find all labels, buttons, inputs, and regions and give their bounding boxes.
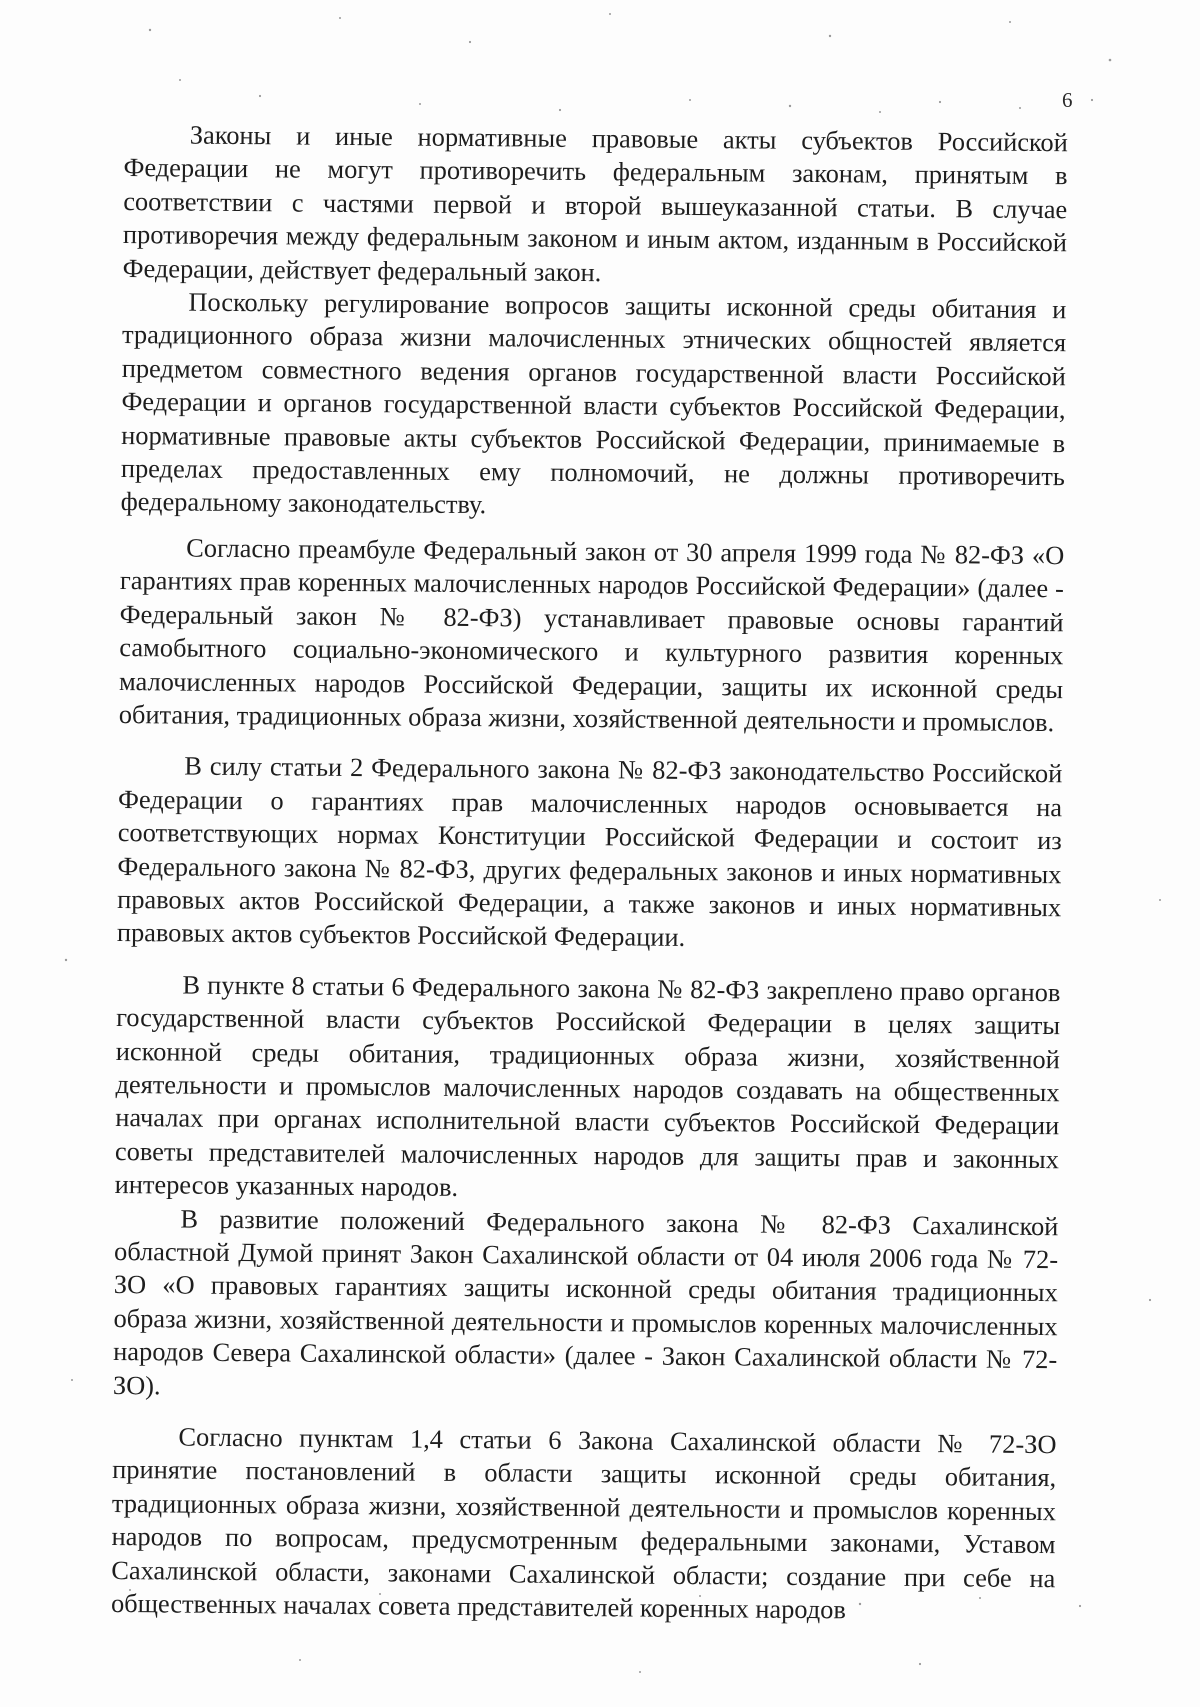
- paragraph-6: В развитие положений Федерального закона № 82-ФЗ Сахалинской областной Думой принят Закон Сахалинской области от 04 июля 2006 года № 72-ЗО «О правовых гарантиях защиты исконной среды обитания традиционных образа жизни, хозяйственной деятельности и промыслов коренных малочисленных народов Севера Сахалинской области» (далее - Закон Сахалинской области № 72-ЗО).: [112, 1203, 1059, 1400]
- paragraph-7: Согласно пунктам 1,4 статьи 6 Закона Сахалинской области № 72-ЗО принятие постановлений в области защиты исконной среды обитания, традиционных образа жизни, хозяйственной деятельности и промыслов коренных народов по вопросам, предусмотренным федеральными законами, Уставом Сахалинской области, законами Сахалинской области; создание при себе на общественных началах совета представителей коренных народов: [110, 1421, 1057, 1625]
- paragraph-4: В силу статьи 2 Федерального закона № 82-ФЗ законодательство Российской Федерации о гарантиях прав малочисленных народов основывается на соответствующих нормах Конституции Российской Федерации и состоит из Федерального закона № 82-ФЗ, других федеральных законов и иных нормативных правовых актов Российской Федерации, а также законов и иных нормативных правовых актов субъектов Российской Федерации.: [116, 750, 1063, 953]
- document-body: [111, 118, 1068, 1629]
- paragraph-5: В пункте 8 статьи 6 Федерального закона № 82-ФЗ закреплено право органов государственной власти субъектов Российской Федерации в целях защиты исконной среды обитания, традиционных образа жизни, хозяйственной деятельности и промыслов малочисленных народов создавать на общественных началах при органах исполнительной власти субъектов Российской Федерации советы представителей малочисленных народов для защиты прав и законных интересов указанных народов.: [114, 969, 1061, 1203]
- paragraph-2: Поскольку регулирование вопросов защиты исконной среды обитания и традиционного образа жизни малочисленных этнических общностей является предметом совместного ведения органов государственной власти Российской Федерации и органов государственной власти субъектов Российской Федерации, нормативные правовые акты субъектов Российской Федерации, принимаемые в пределах предоставленных ему полномочий, не должны противоречить федеральному законодательству.: [120, 286, 1067, 520]
- paragraph-3: Согласно преамбуле Федеральный закон от 30 апреля 1999 года № 82-ФЗ «О гарантиях прав коренных малочисленных народов Российской Федерации» (далее - Федеральный закон № 82-ФЗ) устанавливает правовые основы гарантий самобытного социально-экономического и культурного развития коренных малочисленных народов Российской Федерации, защиты их исконной среды обитания, традиционных образа жизни, хозяйственной деятельности и промыслов.: [118, 532, 1065, 738]
- page-number: 6: [1062, 88, 1073, 112]
- paragraph-1: Законы и иные нормативные правовые акты субъектов Российской Федерации не могут противоречить федеральным законам, принятым в соответствии с частями первой и второй вышеуказанной статьи. В случае противоречия между федеральным законом и иным актом, изданным в Российской Федерации, действует федеральный закон.: [122, 119, 1068, 287]
